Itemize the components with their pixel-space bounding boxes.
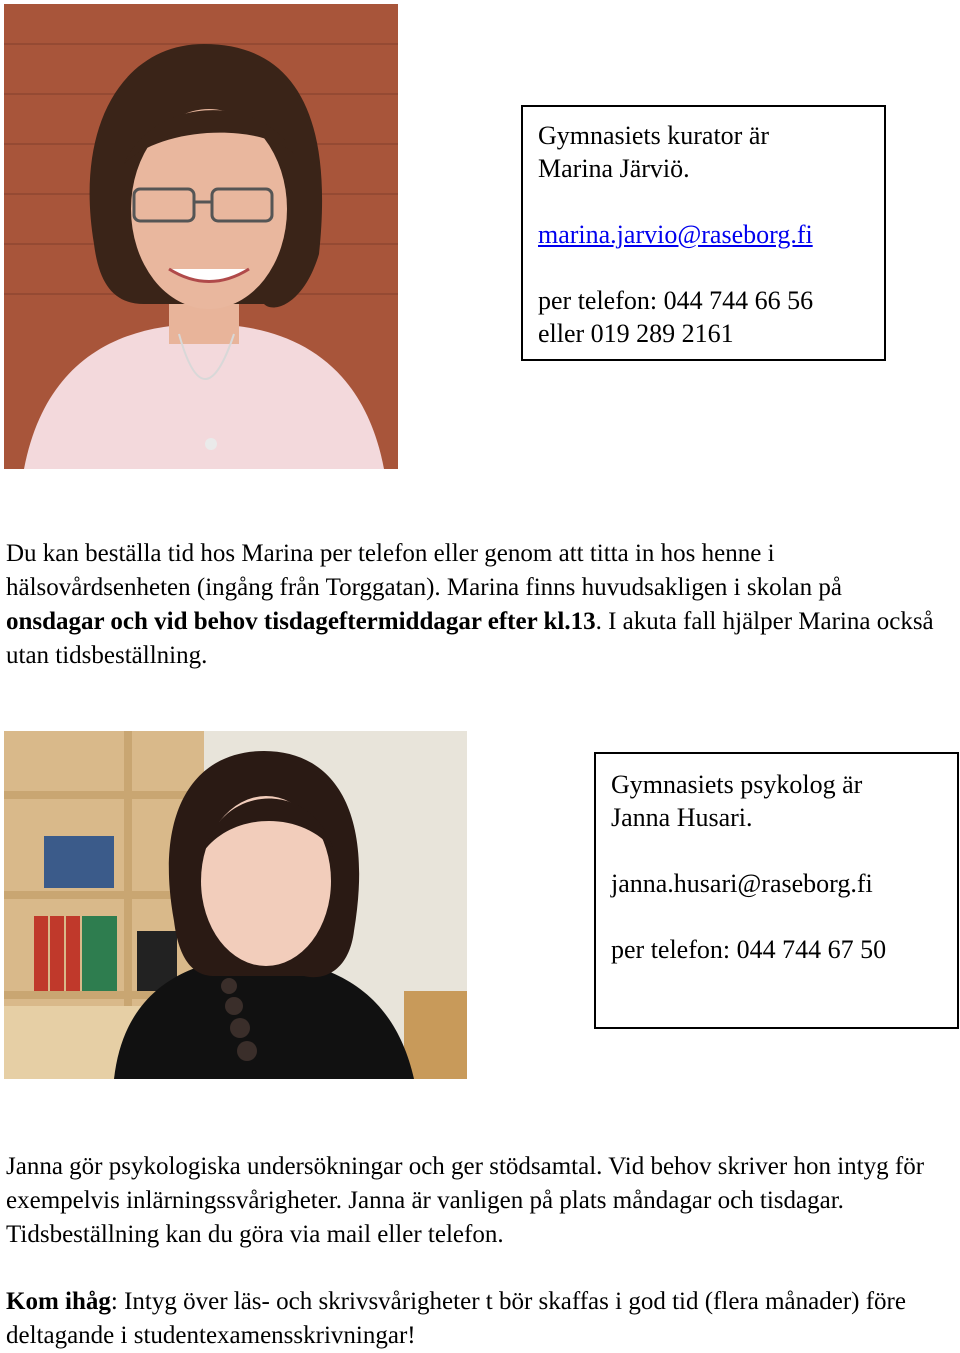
psykolog-title-line2: Janna Husari.: [611, 803, 753, 832]
marina-photo: [4, 4, 398, 469]
reminder: [6, 1285, 946, 1353]
kurator-email-link[interactable]: marina.jarvio@raseborg.fi: [538, 220, 813, 249]
kurator-title-line1: Gymnasiets kurator är: [538, 121, 770, 150]
kurator-description: [6, 537, 946, 673]
reminder-text: : Intyg över läs- och skrivsvårigheter t bör skaffas i god tid (flera månader) före deltagande i studentexamensskrivningar!: [6, 1288, 906, 1349]
reminder-label: Kom ihåg: [6, 1288, 111, 1315]
psykolog-description: Janna gör psykologiska undersökningar och ger stödsamtal. Vid behov skriver hon intyg för exempelvis inlärningssvårigheter. Janna är vanligen på plats måndagar och tisdagar. Tidsbeställning kan du göra via mail eller telefon.: [6, 1153, 925, 1248]
kurator-description-text-end: . I akuta fall hjälper Marina också utan tidsbeställning.: [6, 608, 934, 669]
psykolog-info-box: [594, 752, 959, 1029]
janna-photo: [4, 731, 467, 1079]
kurator-title-line2: Marina Järviö.: [538, 154, 690, 183]
psykolog-title-line1: Gymnasiets psykolog är: [611, 770, 863, 799]
kurator-info-box: [521, 105, 886, 361]
kurator-phone-line2: eller 019 289 2161: [538, 319, 734, 348]
kurator-schedule: onsdagar och vid behov tisdageftermiddagar efter kl.13: [6, 608, 596, 635]
psykolog-email: janna.husari@raseborg.fi: [611, 869, 873, 898]
psykolog-phone-line1: per telefon: 044 744 67 50: [611, 935, 887, 964]
kurator-phone-line1: per telefon: 044 744 66 56: [538, 286, 814, 315]
kurator-description-text: Du kan beställa tid hos Marina per telefon eller genom att titta in hos henne i hälsovårdsenheten (ingång från Torggatan). Marina finns huvudsakligen i skolan på: [6, 540, 842, 601]
